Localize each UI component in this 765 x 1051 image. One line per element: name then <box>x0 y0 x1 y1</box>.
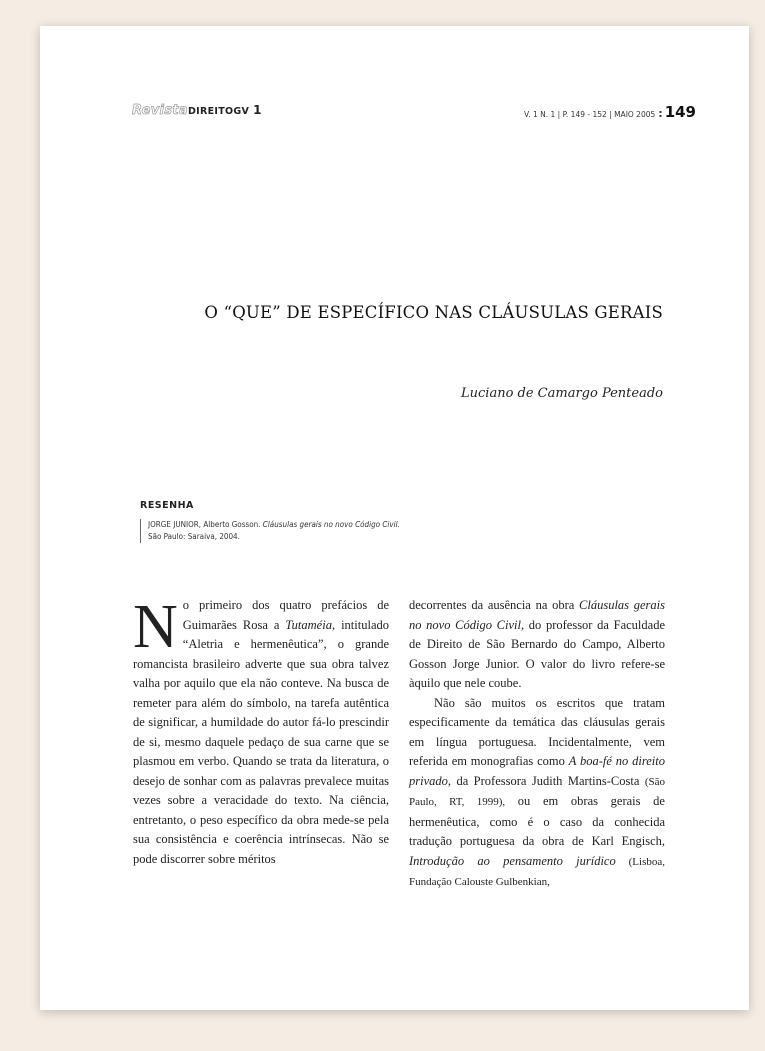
review-ref-author: JORGE JUNIOR, Alberto Gosson. <box>148 520 261 529</box>
issue-info <box>524 103 696 121</box>
journal-subtitle: DIREITOGV <box>187 106 250 117</box>
text-run: do professor da Faculdade de Direito de São Bernardo do Campo, Alberto Gosson Jorge Junior. O valor do livro refere-se àquilo que nele coube. <box>409 617 665 690</box>
review-ref-publisher: São Paulo: Saraiva, 2004. <box>148 532 240 541</box>
left-column <box>133 593 389 869</box>
review-block <box>140 500 400 543</box>
text-run: intitulado “Aletria e hermenêutica”, o grande romancista brasileiro adverte que sua obra talvez valha por aquilo que ela não conteve. Na busca de remeter para além do símbolo, na tarefa autêntica de significar, a humildade do autor fá-lo prescindir de si, mesmo daquele pedaço de sua carne que se plasmou em verbo. Quando se trata da literatura, o desejo de sonhar com as palavras prevalece muitas vezes sobre a veracidade do texto. Na ciência, entretanto, o peso específico da obra mede-se pela sua consistência e coerência intrínsecas. Não se pode discorrer sobre méritos <box>133 617 389 866</box>
article-author: Luciano de Camargo Penteado <box>461 386 663 401</box>
right-column <box>409 596 665 893</box>
italic-title: Tutaméia, <box>285 617 336 632</box>
paragraph <box>133 593 389 869</box>
italic-title: Cláusulas gerais no novo Código Civil, <box>409 598 665 632</box>
journal-name: Revista <box>132 103 188 118</box>
article-title: O “QUE” DE ESPECÍFICO NAS CLÁUSULAS GERAIS <box>204 303 663 322</box>
review-reference <box>140 519 400 543</box>
issue-details: V. 1 N. 1 | P. 149 - 152 | MAIO 2005 <box>524 110 656 119</box>
citation: (Lisboa, Fundação Calouste Gulbenkian, <box>409 855 665 888</box>
paragraph <box>409 596 665 694</box>
text-run: Não são muitos os escritos que tratam especificamente da temática das cláusulas gerais em língua portuguesa. Incidentalmente, vem referida em monografias como <box>409 695 665 768</box>
journal-logo <box>132 99 261 118</box>
drop-cap: N <box>133 593 178 661</box>
issue-separator: : <box>658 107 663 120</box>
running-header <box>132 101 696 121</box>
text-run: o primeiro dos quatro prefácios de Guimarães Rosa a <box>182 598 389 632</box>
text-run: decorrentes da ausência na obra <box>409 598 580 612</box>
review-ref-book: Cláusulas gerais no novo Código Civil. <box>262 520 400 529</box>
journal-page <box>40 26 749 1010</box>
journal-number: 1 <box>253 103 262 117</box>
text-run: ou em obras gerais de hermenêutica, como é o caso da conhecida tradução portuguesa da obra de Karl Engisch, <box>409 794 665 848</box>
italic-title: Introdução ao pensamento jurídico <box>409 853 616 868</box>
text-run: da Professora Judith Martins-Costa <box>451 773 645 788</box>
citation: (São Paulo, RT, 1999), <box>409 775 665 808</box>
page-number: 149 <box>664 103 696 121</box>
paragraph <box>409 694 665 893</box>
italic-title: A boa-fé no direito privado, <box>409 754 665 788</box>
review-label: RESENHA <box>140 500 194 511</box>
